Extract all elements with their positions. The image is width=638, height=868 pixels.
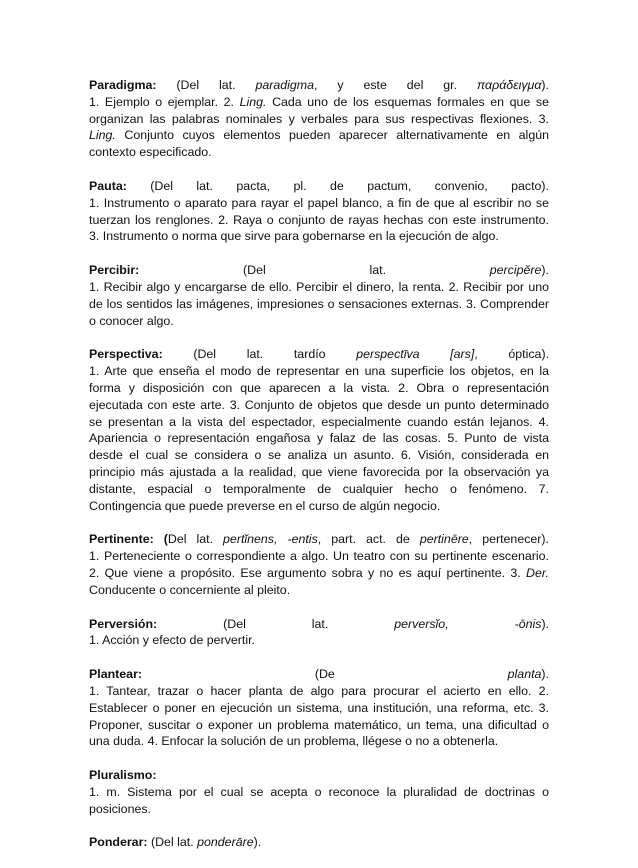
text-run: 1. Acción y efecto de pervertir. [89, 633, 255, 648]
text-run: ). [541, 263, 549, 278]
italic-text: pertĭnens, -entis [223, 532, 318, 547]
dictionary-entry [89, 262, 549, 329]
text-run: Del lat. [167, 532, 224, 547]
entry-heading-line [89, 346, 549, 363]
italic-text: pertinēre [419, 532, 469, 547]
definition-line [89, 565, 549, 582]
text-run: Conjunto cuyos elementos pueden aparecer alternativamente en algún [115, 128, 549, 143]
text-run: (Del lat. [156, 78, 256, 92]
definition-line [89, 481, 549, 498]
entry-heading-line [89, 262, 549, 279]
definition-line [89, 94, 549, 111]
text-run: de los sentidos las imágenes, impresiones o sensaciones externas. 3. Comprender [89, 296, 549, 311]
entry-term: Percibir: [89, 263, 140, 278]
dictionary-entry [89, 834, 549, 851]
italic-text: perspectīva [ars] [356, 347, 475, 362]
entry-term: Pertinente: ( [89, 532, 168, 547]
entry-term: Pluralismo: [89, 768, 157, 783]
entry-term: Perspectiva: [89, 347, 163, 362]
text-run: Establecer o poner en ejecución un sistema, una institución, una reforma, etc. 3. [89, 700, 549, 715]
definition-line [89, 380, 549, 397]
text-run: contexto especificado. [89, 145, 212, 160]
definition-line [89, 228, 549, 245]
text-run: (Del lat. pacta, pl. de pactum, convenio, pacto). [126, 178, 549, 193]
definition-line [89, 801, 549, 818]
text-run: 1. Ejemplo o ejemplar. 2. [89, 94, 240, 109]
definition-line [89, 498, 549, 515]
entry-heading-line [89, 767, 549, 784]
text-run: ). [541, 667, 549, 682]
text-run: 1. Perteneciente o correspondiente a algo. Un teatro con su pertinente escenario. [89, 549, 549, 564]
text-run: 1. Arte que enseña el modo de representar en una superficie los objetos, en la [89, 364, 549, 379]
text-run: , óptica). [474, 347, 550, 362]
document-page [89, 77, 549, 868]
text-run: Contingencia que puede preverse en el curso de algún negocio. [89, 498, 441, 513]
entry-heading-line [89, 178, 549, 195]
italic-text: ponderāre [197, 835, 254, 850]
definition-line [89, 397, 549, 414]
definition-line [89, 363, 549, 380]
text-run: (Del lat. [157, 616, 395, 631]
entry-term: Plantear: [89, 667, 143, 682]
definition-line [89, 296, 549, 313]
definition-line [89, 279, 549, 296]
dictionary-entry [89, 178, 549, 245]
text-run: 1. Recibir algo y encargarse de ello. Percibir el dinero, la renta. 2. Recibir por uno [89, 279, 549, 294]
text-run: forma y disposición con que aparecen a la vista. 2. Obra o representación [89, 380, 549, 395]
text-run: organizan las palabras nominales y verbales para sus respectivas flexiones. 3. [89, 111, 549, 126]
definition-line [89, 414, 549, 431]
text-run: principio más ajustada a la realidad, que viene favorecida por la observación ya [89, 464, 549, 479]
dictionary-entry [89, 666, 549, 750]
definition-line [89, 127, 549, 144]
italic-text: παράδειγμα [476, 78, 542, 92]
dictionary-entry [89, 531, 549, 598]
dictionary-entry [89, 346, 549, 514]
italic-text: perversĭo, -ōnis [394, 616, 542, 631]
italic-text: percipĕre [489, 263, 542, 278]
definition-line [89, 430, 549, 447]
text-run: (Del lat. tardío [162, 347, 357, 362]
entry-heading-line [89, 834, 549, 851]
text-run: Conducente o concerniente al pleito. [89, 582, 291, 597]
definition-line [89, 784, 549, 801]
dictionary-entry [89, 77, 549, 161]
text-run: posiciones. [89, 801, 151, 816]
text-run: una duda. 4. Enfocar la solución de un problema, llégese o no a obtenerla. [89, 734, 499, 749]
text-run: 1. Instrumento o aparato para rayar el papel blanco, a fin de que al escribir no se [89, 195, 549, 210]
entry-heading-line [89, 77, 549, 94]
text-run: 2. Que viene a propósito. Ese argumento sobra y no es aquí pertinente. 3. [89, 565, 527, 580]
definition-line [89, 717, 549, 734]
definition-line [89, 582, 549, 599]
text-run: (Del lat. [139, 263, 490, 278]
text-run: distante, espacial o temporalmente de cualquier hecho o fenómeno. 7. [89, 481, 549, 496]
definition-line [89, 447, 549, 464]
entry-heading-line [89, 531, 549, 548]
text-run: Apariencia o representación engañosa y falaz de las cosas. 5. Punto de vista [89, 431, 549, 446]
entry-heading-line [89, 616, 549, 633]
text-run: se presentan a la vista del espectador, especialmente cuando están lejanos. 4. [89, 414, 549, 429]
dictionary-entry [89, 767, 549, 817]
text-run: , part. act. de [317, 532, 420, 547]
text-run: ejecutada con este arte. 3. Conjunto de objetos que desde un punto determinado [89, 397, 549, 412]
text-run: 1. Tantear, trazar o hacer planta de algo para procurar el acierto en ello. 2. [89, 683, 549, 698]
entry-term: Ponderar: [89, 835, 148, 850]
definition-line [89, 700, 549, 717]
text-run: ). [253, 835, 262, 850]
definition-line [89, 548, 549, 565]
italic-text: planta [507, 667, 542, 682]
italic-text: Ling. [239, 94, 267, 109]
definition-line [89, 683, 549, 700]
italic-text: paradigma [255, 78, 315, 92]
entry-term: Pauta: [89, 178, 127, 193]
text-run: , y este del gr. [314, 78, 477, 92]
text-run: 3. Instrumento o norma que sirve para gobernarse en la ejecución de algo. [89, 229, 499, 244]
definition-line [89, 733, 549, 750]
definition-line [89, 464, 549, 481]
entry-heading-line [89, 666, 549, 683]
text-run: desde el cual se considera o se analiza un asunto. 6. Visión, considerada en [89, 448, 549, 463]
text-run: ). [541, 616, 550, 631]
text-run: ). [541, 78, 549, 92]
text-run: , pertenecer). [468, 532, 549, 547]
italic-text: Der. [526, 565, 549, 580]
definition-line [89, 313, 549, 330]
definition-line [89, 111, 549, 128]
text-run: 1. m. Sistema por el cual se acepta o reconoce la pluralidad de doctrinas o [89, 784, 549, 799]
entry-term: Perversión: [89, 616, 158, 631]
text-run: o conocer algo. [89, 313, 174, 328]
text-run: tuerzan los renglones. 2. Raya o conjunto de rayas hechas con este instrumento. [89, 212, 549, 227]
entry-term: Paradigma: [89, 78, 157, 92]
dictionary-entry [89, 616, 549, 650]
text-run: (De [142, 667, 508, 682]
text-run: Cada uno de los esquemas formales en que se [266, 94, 549, 109]
text-run: Proponer, suscitar o exponer un problema matemático, un tema, una dificultad o [89, 717, 549, 732]
text-run: (Del lat. [147, 835, 198, 850]
italic-text: Ling. [89, 128, 116, 143]
definition-line [89, 144, 549, 161]
definition-line [89, 632, 549, 649]
definition-line [89, 212, 549, 229]
definition-line [89, 195, 549, 212]
